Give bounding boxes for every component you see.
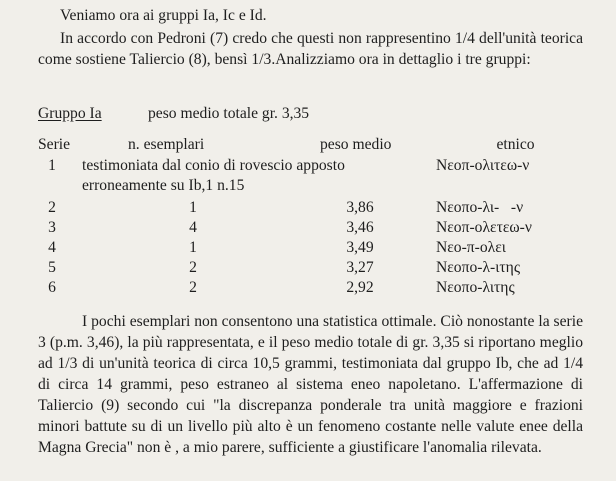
row-etnico: Νεοπο-λ-ιτης — [436, 259, 521, 276]
table-row — [38, 219, 598, 239]
table-row — [38, 259, 598, 279]
row-serie: 2 — [48, 199, 56, 216]
row-etnico: Νεοπ-ολετεω-ν — [436, 219, 532, 236]
table-row — [38, 157, 598, 177]
table-row — [38, 279, 598, 299]
header-esemplari: n. esemplari — [128, 136, 205, 153]
intro-line: Veniamo ora ai gruppi Ia, Ic e Id. — [60, 7, 267, 24]
row-esemplari: 1 — [189, 199, 197, 216]
row-note: testimoniata dal conio di rovescio apposto — [82, 157, 345, 174]
group-heading — [38, 105, 310, 123]
intro-paragraph: In accordo con Pedroni (7) credo che questi non rappresentino 1/4 dell'unità teorica come sostiene Taliercio (8), bensì 1/3.Analizziamo ora in dettaglio i tre gruppi: — [38, 30, 583, 68]
header-etnico: etnico — [496, 136, 535, 153]
row-esemplari: 1 — [189, 239, 197, 256]
row-esemplari: 2 — [189, 279, 197, 296]
row-etnico: Νεο-π-ολει — [436, 239, 506, 256]
row-peso: 3,86 — [346, 199, 374, 216]
row-serie: 5 — [48, 259, 56, 276]
row-esemplari: 2 — [189, 259, 197, 276]
row-peso: 3,46 — [346, 219, 374, 236]
table-header — [38, 136, 598, 156]
row-etnico: Νεοπο-λιτης — [436, 279, 515, 296]
row-peso: 2,92 — [346, 279, 374, 296]
conclusion-paragraph: I pochi esemplari non consentono una statistica ottimale. Ciò nonostante la serie 3 (p.m. 3,46), la più rappresentata, e il peso medio totale di gr. 3,35 si riportano meglio ad 1/3 di un'unità teorica di circa 10,5 grammi, testimoniata dal gruppo Ib, che ad 1/4 di circa 14 grammi, peso estraneo al sistema eneo napoletano. L'affermazione di Taliercio (9) secondo cui "la discrepanza ponderale tra unità maggiore e frazioni minori battute su di un livello più alto è un fenomeno costante nelle valute enee della Magna Grecia" non è , a mio parere, sufficiente a giustificare l'anomalia rilevata. — [38, 313, 583, 456]
header-peso: peso medio — [320, 136, 392, 153]
group-total-weight: peso medio totale gr. 3,35 — [148, 105, 310, 122]
row-serie: 1 — [48, 157, 56, 174]
row-peso: 3,49 — [346, 239, 374, 256]
table-row-continuation — [38, 177, 598, 197]
header-serie: Serie — [38, 136, 71, 153]
row-etnico: Νεοπ-ολιτεω-ν — [436, 157, 530, 174]
row-note-continued: erroneamente su Ib,1 n.15 — [82, 177, 245, 194]
table-row — [38, 199, 598, 219]
table-row — [38, 239, 598, 259]
row-serie: 6 — [48, 279, 56, 296]
row-esemplari: 4 — [189, 219, 197, 236]
row-etnico: Νεοπο-λι- -ν — [436, 199, 524, 216]
row-serie: 3 — [48, 219, 56, 236]
row-peso: 3,27 — [346, 259, 374, 276]
group-title: Gruppo Ia — [38, 105, 102, 122]
row-serie: 4 — [48, 239, 56, 256]
